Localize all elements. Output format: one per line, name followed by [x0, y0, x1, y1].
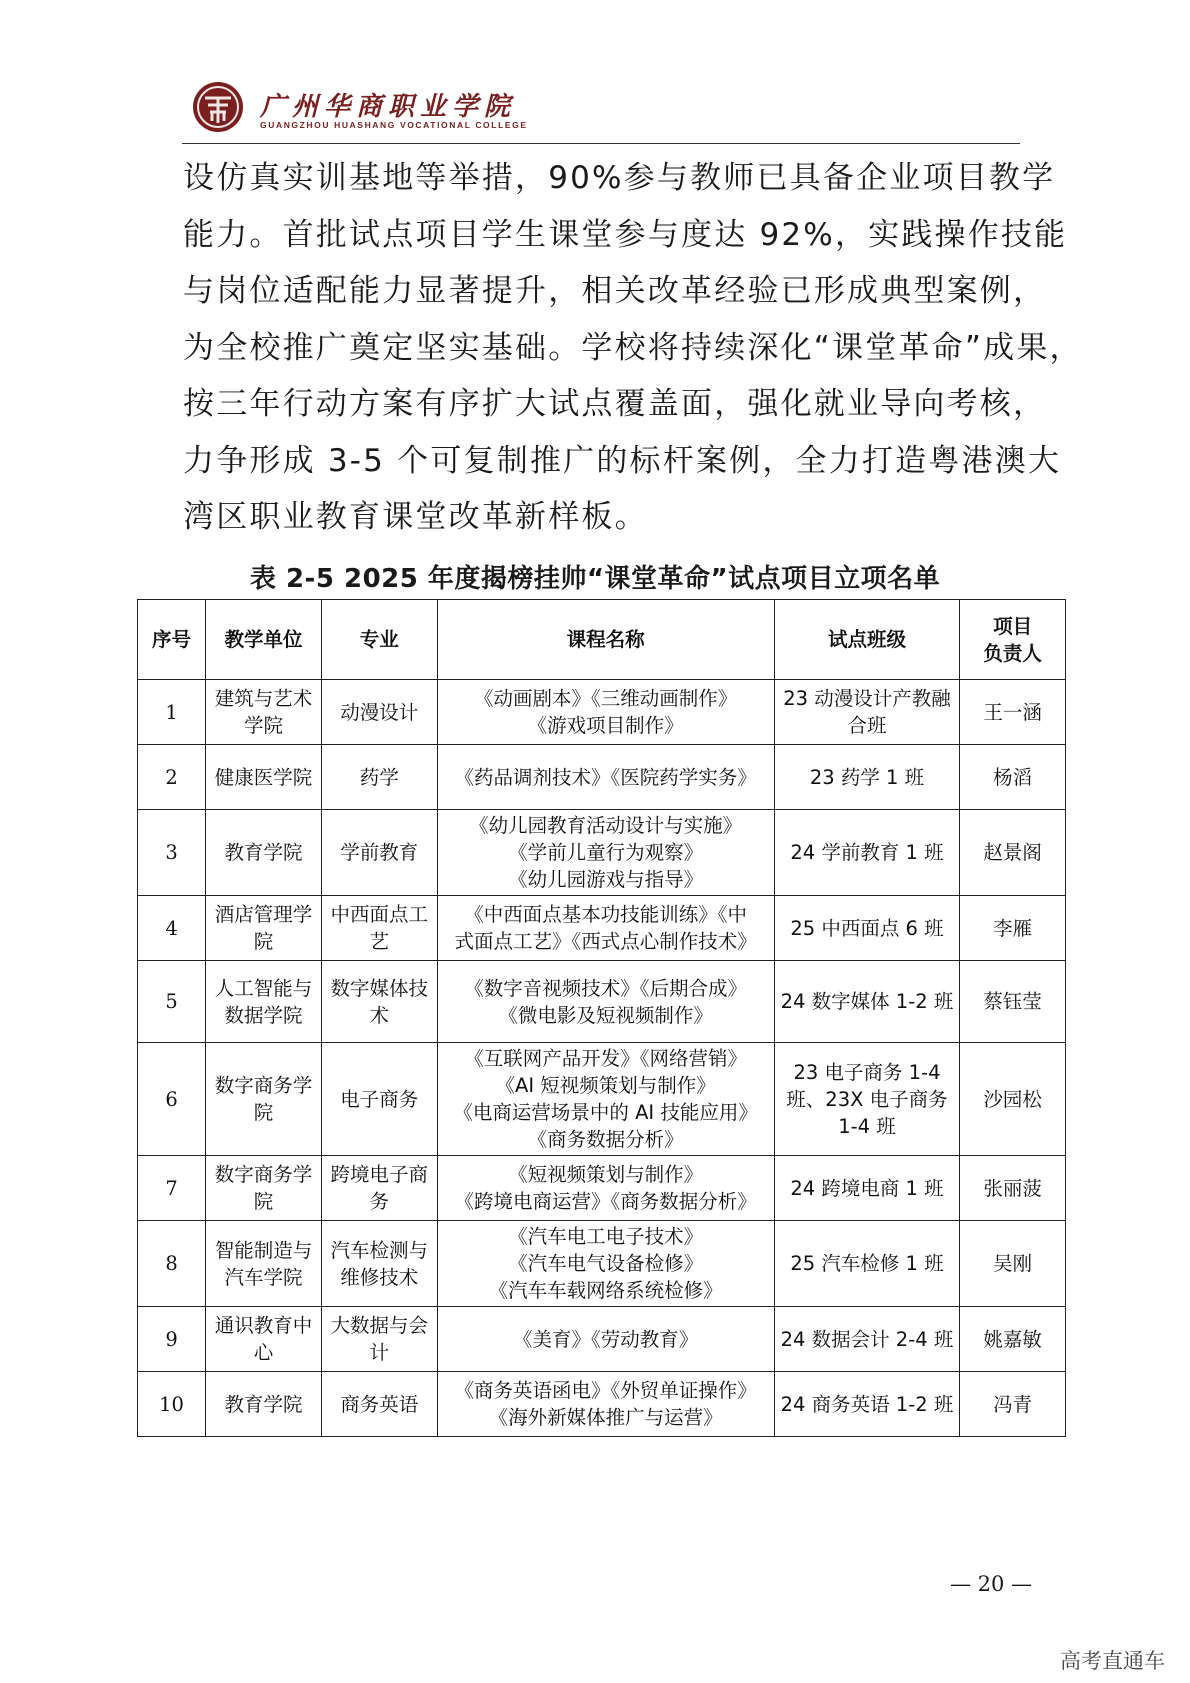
- cell-no: 6: [138, 1043, 206, 1156]
- cell-lead: 王一涵: [960, 680, 1066, 745]
- cell-class: 23 药学 1 班: [774, 745, 960, 810]
- cell-unit: 通识教育中心: [206, 1307, 322, 1372]
- cell-lead: 赵景阁: [960, 810, 1066, 896]
- cell-lead: 张丽菠: [960, 1156, 1066, 1221]
- cell-unit: 数字商务学院: [206, 1156, 322, 1221]
- table-row: [138, 896, 1066, 961]
- table-row: [138, 810, 1066, 896]
- cell-unit: 数字商务学院: [206, 1043, 322, 1156]
- cell-lead: 沙园松: [960, 1043, 1066, 1156]
- cell-class: 24 数据会计 2-4 班: [774, 1307, 960, 1372]
- cell-no: 7: [138, 1156, 206, 1221]
- course-line: 《汽车电气设备检修》: [508, 1252, 704, 1275]
- cell-no: 8: [138, 1221, 206, 1307]
- cell-no: 5: [138, 961, 206, 1043]
- course-line: 《汽车电工电子技术》: [508, 1225, 704, 1248]
- school-name-en: GUANGZHOU HUASHANG VOCATIONAL COLLEGE: [260, 120, 528, 130]
- header-course: 课程名称: [437, 600, 774, 680]
- cell-major: 药学: [321, 745, 437, 810]
- course-line: 《AI 短视频策划与制作》: [495, 1074, 716, 1097]
- header-no: 序号: [138, 600, 206, 680]
- cell-major: 学前教育: [321, 810, 437, 896]
- course-line: 《动画剧本》《三维动画制作》: [474, 687, 738, 710]
- course-line: 《互联网产品开发》《网络营销》: [464, 1047, 748, 1070]
- course-line: 《美育》《劳动教育》: [513, 1327, 699, 1351]
- course-line: 《汽车车载网络系统检修》: [488, 1279, 723, 1302]
- table-row: [138, 1156, 1066, 1221]
- cell-lead: 杨滔: [960, 745, 1066, 810]
- cell-major: 商务英语: [321, 1372, 437, 1437]
- paragraph-line: 力争形成 3-5 个可复制推广的标杆案例，全力打造粤港澳大: [183, 442, 1062, 479]
- header-class: 试点班级: [774, 600, 960, 680]
- course-line: 《中西面点基本功技能训练》《中: [464, 903, 748, 926]
- cell-major: 电子商务: [321, 1043, 437, 1156]
- table-title: 表 2-5 2025 年度揭榜挂帅“课堂革命”试点项目立项名单: [249, 564, 941, 594]
- course-line: 《幼儿园教育活动设计与实施》: [469, 814, 743, 837]
- table-row: [138, 1307, 1066, 1372]
- cell-major: 数字媒体技术: [321, 961, 437, 1043]
- course-line: 《游戏项目制作》: [527, 714, 684, 737]
- cell-course: [437, 745, 774, 810]
- table-header-row: [138, 600, 1066, 680]
- cell-lead: 蔡钰莹: [960, 961, 1066, 1043]
- cell-class: 24 跨境电商 1 班: [774, 1156, 960, 1221]
- cell-course: [437, 680, 774, 745]
- cell-class: 24 商务英语 1-2 班: [774, 1372, 960, 1437]
- page-header: [182, 68, 1020, 144]
- cell-course: [437, 810, 774, 896]
- course-line: 《药品调剂技术》《医院药学实务》: [454, 765, 757, 789]
- cell-lead: 姚嘉敏: [960, 1307, 1066, 1372]
- cell-lead: 李雁: [960, 896, 1066, 961]
- cell-course: [437, 1221, 774, 1307]
- cell-lead: 吴刚: [960, 1221, 1066, 1307]
- cell-lead: 冯青: [960, 1372, 1066, 1437]
- table-body: [138, 680, 1066, 1437]
- course-line: 《数字音视频技术》《后期合成》: [464, 976, 748, 1000]
- cell-major: 跨境电子商务: [321, 1156, 437, 1221]
- course-line: 《海外新媒体推广与运营》: [488, 1406, 723, 1429]
- cell-unit: 教育学院: [206, 1372, 322, 1437]
- cell-course: [437, 1307, 774, 1372]
- cell-unit: 健康医学院: [206, 745, 322, 810]
- cell-no: 1: [138, 680, 206, 745]
- table-row: [138, 961, 1066, 1043]
- course-line: 《商务数据分析》: [527, 1128, 684, 1151]
- cell-course: [437, 896, 774, 961]
- course-line: 《短视频策划与制作》: [508, 1163, 704, 1186]
- cell-class: 24 数字媒体 1-2 班: [774, 961, 960, 1043]
- course-line: 《幼儿园游戏与指导》: [508, 868, 704, 891]
- watermark: 高考直通车: [1060, 1649, 1165, 1673]
- header-major: 专业: [321, 600, 437, 680]
- table-row: [138, 1372, 1066, 1437]
- cell-class: 23 动漫设计产教融合班: [774, 680, 960, 745]
- cell-class: 25 汽车检修 1 班: [774, 1221, 960, 1307]
- course-line: 《跨境电商运营》《商务数据分析》: [454, 1190, 757, 1213]
- course-line: 《电商运营场景中的 AI 技能应用》: [453, 1101, 758, 1124]
- cell-no: 2: [138, 745, 206, 810]
- school-name-cn: 广州华商职业学院: [260, 92, 517, 122]
- paragraph-line: 与岗位适配能力显著提升，相关改革经验已形成典型案例，: [183, 273, 1047, 309]
- page-number: — 20 —: [950, 1572, 1033, 1596]
- paragraph-line: 能力。首批试点项目学生课堂参与度达 92%，实践操作技能: [183, 216, 1068, 253]
- cell-major: 中西面点工艺: [321, 896, 437, 961]
- cell-major: 动漫设计: [321, 680, 437, 745]
- table-row: [138, 1221, 1066, 1307]
- cell-unit: 智能制造与汽车学院: [206, 1221, 322, 1307]
- header-unit: 教学单位: [206, 600, 322, 680]
- paragraph-line: 为全校推广奠定坚实基础。学校将持续深化“课堂革命”成果，: [183, 329, 1083, 366]
- cell-class: 23 电子商务 1-4 班、23X 电子商务 1-4 班: [774, 1043, 960, 1156]
- cell-course: [437, 1372, 774, 1437]
- cell-class: 25 中西面点 6 班: [774, 896, 960, 961]
- paragraph-line: 按三年行动方案有序扩大试点覆盖面，强化就业导向考核，: [183, 386, 1047, 422]
- cell-unit: 酒店管理学院: [206, 896, 322, 961]
- header-divider: [182, 143, 1020, 144]
- pilot-project-table: [137, 599, 1066, 1437]
- cell-class: 24 学前教育 1 班: [774, 810, 960, 896]
- course-line: 式面点工艺》《西式点心制作技术》: [454, 930, 757, 953]
- cell-course: [437, 1043, 774, 1156]
- body-paragraph: [183, 150, 1083, 546]
- cell-no: 9: [138, 1307, 206, 1372]
- cell-major: 汽车检测与维修技术: [321, 1221, 437, 1307]
- table-row: [138, 1043, 1066, 1156]
- course-line: 《微电影及短视频制作》: [498, 1003, 713, 1027]
- course-line: 《学前儿童行为观察》: [508, 841, 704, 864]
- header-lead-line: 项目: [993, 614, 1033, 638]
- paragraph-line: 设仿真实训基地等举措，90%参与教师已具备企业项目教学: [183, 160, 1056, 196]
- cell-course: [437, 961, 774, 1043]
- cell-major: 大数据与会计: [321, 1307, 437, 1372]
- cell-no: 4: [138, 896, 206, 961]
- school-emblem-icon: [192, 81, 244, 133]
- cell-unit: 人工智能与数据学院: [206, 961, 322, 1043]
- table-row: [138, 745, 1066, 810]
- cell-course: [437, 1156, 774, 1221]
- header-lead-line: 负责人: [983, 641, 1042, 665]
- cell-unit: 教育学院: [206, 810, 322, 896]
- cell-no: 3: [138, 810, 206, 896]
- paragraph-line: 湾区职业教育课堂改革新样板。: [183, 499, 648, 535]
- cell-no: 10: [138, 1372, 206, 1437]
- cell-unit: 建筑与艺术学院: [206, 680, 322, 745]
- table-row: [138, 680, 1066, 745]
- course-line: 《商务英语函电》《外贸单证操作》: [454, 1379, 757, 1402]
- header-lead: [960, 600, 1066, 680]
